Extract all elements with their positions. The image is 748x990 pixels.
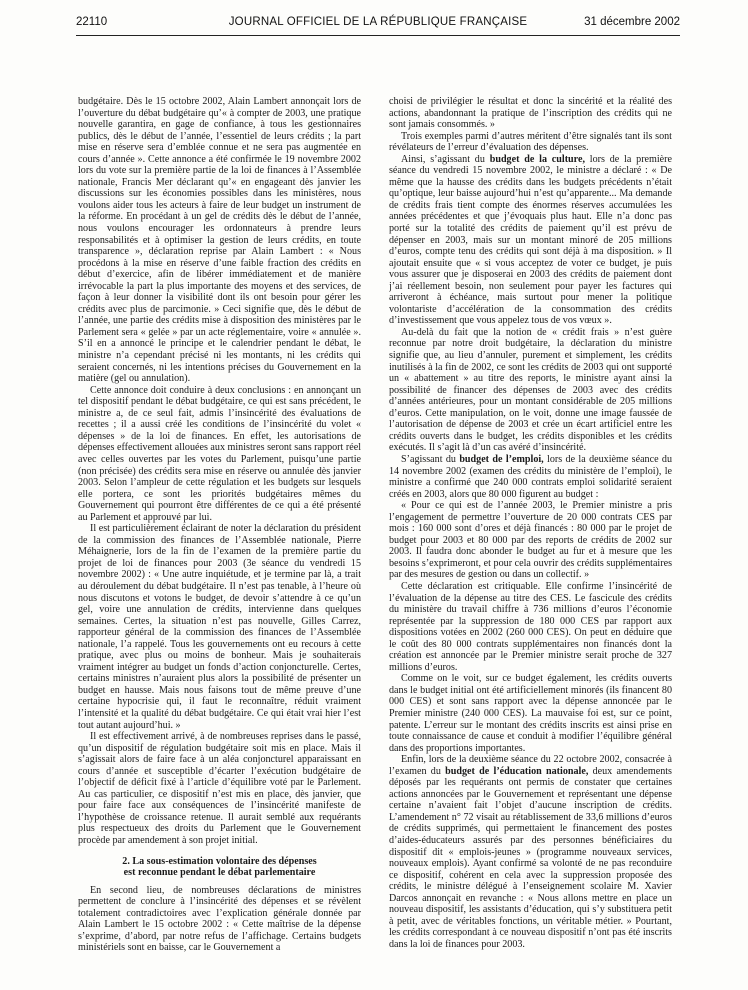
paragraph: choisi de privilégier le résultat et donc la sincérité et la réalité des actions, abandonnant la pratique de l’inscription des crédits qui ne sont jamais consommés. » [389,96,672,131]
page-header [76,16,680,34]
text-run: lors de la première séance du vendredi 15 novembre 2002, le ministre a déclaré : « De même que la hausse des crédits dans les budgets précédents n’était qu’optique, leur baisse aujourd’hui n’est qu’apparente... Ma demande de crédits frais tient compte des énormes réserves accumulées les années précédentes et que j’évoquais plus haut. Elle n’a donc pas porté sur la totalité des crédits de paiement qu’il est prévu de dépenser en 2003, mais sur un montant minoré de 205 millions d’euros, compte tenu des crédits qui sont déjà à ma disposition. » Il ajoutait ensuite que « si vous acceptez de voter ce budget, je puis vous assurer que je disposerai en 2003 des crédits de paiement dont j’ai réellement besoin, non seulement pour payer les factures qui arriveront à échéance, mais surtout pour mener la politique volontariste d’accélération de la consommation des crédits d’investissement que vous appelez tous de vos vœux ». [389,153,672,327]
bold-term: budget de l’emploi, [459,453,544,465]
left-column [78,96,361,986]
paragraph: En second lieu, de nombreuses déclarations de ministres permettent de conclure à l’insincérité des dépenses et se révèlent totalement contradictoires avec l’explication générale donnée par Alain Lambert le 15 octobre 2002 : « Cette maîtrise de la dépense s’exprime, d’abord, par notre refus de l’affichage. Certains budgets ministériels sont en baisse, car le Gouvernement a [78,884,361,954]
paragraph [389,454,672,500]
text-run: lors de la deuxième séance du 14 novembre 2002 (examen des crédits du ministère de l’emploi), le ministre a confirmé que 240 000 contrats emploi solidarité seraient créés en 2003, alors que 80 000 figurent au budget : [389,453,672,500]
right-column [389,96,672,986]
paragraph [389,754,672,950]
paragraph: Il est particulièrement éclairant de noter la déclaration du président de la commission des finances de l’Assemblée nationale, Pierre Méhaignerie, lors de la fin de l’examen de la première partie du projet de loi de finances pour 2003 (3e séance du vendredi 15 novembre 2002) : « Une autre inquiétude, et je termine par là, a trait au déroulement du débat budgétaire. Il n’est pas tenable, à l’heure où nous discutons et votons le budget, de devoir s’attendre à ce qu’un gel, voire une annulation de crédits, intervienne dans quelques semaines. Certes, la situation n’est pas nouvelle, Gilles Carrez, rapporteur général de la commission des finances de l’Assemblée nationale, l’a rappelé. Tous les gouvernements ont eu recours à cette pratique, avec plus ou moins de bonheur. Mais je souhaiterais vraiment intégrer au budget un fonds d’action conjoncturelle. Certes, certains ministres n’auraient plus alors la possibilité de présenter un budget en hausse. Mais nous faisons tout de même preuve d’une certaine hypocrisie qui, il faut le reconnaître, réduit vraiment l’intensité et la qualité du débat budgétaire. Ce qui était vrai hier l’est tout autant aujourd’hui. » [78,523,361,731]
paragraph: Trois exemples parmi d’autres méritent d’être signalés tant ils sont révélateurs de l’erreur d’évaluation des dépenses. [389,130,672,154]
paragraph [389,154,672,327]
paragraph: Cette déclaration est critiquable. Elle confirme l’insincérité de l’évaluation de la dépense au titre des CES. Le fascicule des crédits du ministère du travail chiffre à 736 millions d’euros l’économie représentée par la suppression de 180 000 CES par rapport aux dispositions votées en 2002 (260 000 CES). On peut en déduire que le coût des 80 000 contrats supplémentaires non financés dont la création est annoncée par le Premier ministre serait proche de 327 millions d’euros. [389,580,672,673]
text-run: deux amendements déposés par les requérants ont permis de constater que certaines actions annoncées par le Gouvernement et représentant une dépense certaine n’avaient fait l’objet d’aucune inscription de crédits. L’amendement n° 72 visait au rétablissement de 33,6 millions d’euros de crédits supprimés, qui permettaient le financement des postes d’aides-éducateurs assurés par des personnes bénéficiaires du dispositif dit « emplois-jeunes » (programme nouveaux services, nouveaux emplois). Ayant confirmé sa volonté de ne pas reconduire ce dispositif, cohérent en cela avec la suppression proposée des crédits, le ministre délégué à l’enseignement scolaire M. Xavier Darcos annonçait en revanche : « Nous allons mettre en place un nouveau dispositif, les assistants d’éducation, qui s’y substituera petit à petit, avec de véritables fonctions, un véritable métier. » Pourtant, les crédits correspondant à ce nouveau dispositif n’ont pas été inscrits dans la loi de finances pour 2003. [389,765,672,950]
paragraph: Il est effectivement arrivé, à de nombreuses reprises dans le passé, qu’un dispositif de régulation budgétaire soit mis en place. Mais il s’agissait alors de faire face à un aléa conjoncturel apparaissant en cours d’année et susceptible d’écarter l’exécution budgétaire de l’objectif de déficit fixé à l’article d’équilibre voté par le Parlement. Au cas particulier, ce dispositif n’est mis en place, dès janvier, que pour faire face aux conséquences de l’insincérité manifeste de l’hypothèse de croissance retenue. Il aurait semblé aux requérants plus respectueux des droits du Parlement que le Gouvernement procède par amendement à son projet initial. [78,731,361,846]
page-number: 22110 [76,16,108,28]
text-run: Ainsi, s’agissant du [401,153,490,165]
paragraph: « Pour ce qui est de l’année 2003, le Premier ministre a pris l’engagement de permettre l’ouverture de 20 000 contrats CES par mois : 160 000 sont d’ores et déjà financés : 80 000 par le projet de budget pour 2003 et 80 000 par des reports de crédits de 2002 sur 2003. Il faudra donc abonder le budget au fur et à mesure que les besoins s’exprimeront, et pour cela ouvrir des crédits supplémentaires par des mesures de gestion ou dans un collectif. » [389,500,672,581]
text-run: S’agissant du [401,453,460,465]
section-title [78,856,361,879]
paragraph: budgétaire. Dès le 15 octobre 2002, Alain Lambert annonçait lors de l’ouverture du débat budgétaire qu’« à compter de 2003, une pratique nouvelle garantira, en gage de confiance, à tous les gestionnaires publics, dès le début de l’année, l’essentiel de leurs crédits ; la part mise en réserve sera d’emblée connue et ne sera pas augmentée en cours d’année ». Cette annonce a été confirmée le 19 novembre 2002 lors du vote sur la première partie de la loi de finances à l’Assemblée nationale, Francis Mer déclarant qu’« en engageant dès janvier les discussions sur les économies possibles dans les ministères, nous voulons aider tous les acteurs à faire de leur budget un instrument de la réforme. En procédant à un gel de crédits dès le début de l’année, nous voulons encourager les ordonnateurs à prendre leurs responsabilités et à optimiser la gestion de leurs crédits, en toute transparence », déclaration reprise par Alain Lambert : « Nous procédons à la mise en réserve d’une faible fraction des crédits en début d’exercice, afin de libérer immédiatement et de manière irrévocable la part la plus importante des moyens et des services, de façon à leur donner la visibilité dont ils ont besoin pour gérer les crédits avec plus de parcimonie. » Ceci signifie que, dès le début de l’année, une partie des crédits mise à disposition des ministères par le Parlement sera « gelée » par un acte réglementaire, voire « annulée ». S’il en a annoncé le principe et le calendrier pendant le débat, le ministre n’a cependant précisé ni les montants, ni les crédits qui seraient concernés, ni les intentions précises du Gouvernement en la matière (gel ou annulation). [78,96,361,385]
publication-date: 31 décembre 2002 [584,16,680,28]
bold-term: budget de la culture, [489,153,585,165]
paragraph: Au-delà du fait que la notion de « crédit frais » n’est guère reconnue par notre droit budgétaire, la déclaration du ministre signifie que, au lieu d’annuler, purement et simplement, les crédits inutilisés à la fin de 2002, ce sont les crédits de 2003 qui ont supporté un « abattement » au titre des reports, le ministre ayant ainsi la possibilité de financer des dépenses de 2003 avec des crédits d’années antérieures, pour un montant considérable de 205 millions d’euros. Cette manipulation, on le voit, donne une image faussée de l’autorisation de dépense de 2003 et crée un écart artificiel entre les crédits ouverts dans le budget, les crédits disponibles et les crédits exécutés. Il s’agit là d’un cas avéré d’insincérité. [389,326,672,454]
header-rule [76,35,680,36]
section-title-line: 2. La sous-estimation volontaire des dépenses [122,855,317,867]
text-run: Enfin, lors de la deuxième séance du 22 octobre 2002, consacrée à l’examen du [389,754,672,777]
bold-term: budget de l’éducation nationale, [445,765,589,777]
paragraph: Comme on le voit, sur ce budget également, les crédits ouverts dans le budget initial ont été artificiellement minorés (ils financent 80 000 CES) et sont sans rapport avec la dépense annoncée par le Premier ministre (240 000 CES). La mauvaise foi est, sur ce point, patente. L’erreur sur le montant des crédits inscrits est ainsi prise en toute connaissance de cause et conduit à modifier l’équilibre général dans des proportions importantes. [389,673,672,754]
paragraph: Cette annonce doit conduire à deux conclusions : en annonçant un tel dispositif pendant le débat budgétaire, ce qui est sans précédent, le ministre a, de ce seul fait, admis l’insincérité des évaluations de recettes ; il a aussi créé les conditions de l’insincérité du volet « dépenses » de la loi de finances. En effet, les autorisations de dépenses effectivement allouées aux ministres seront sans rapport réel avec celles ouvertes par les votes du Parlement, puisqu’une partie (non précisée) des crédits sera mise en réserve ou annulée dès janvier 2003. Selon l’ampleur de cette régulation et les budgets sur lesquels elle portera, ce sont les priorités budgétaires mêmes du Gouvernement qui pourront être différentes de ce qui a été présenté au Parlement et approuvé par lui. [78,384,361,523]
section-title-line: est reconnue pendant le débat parlementaire [123,867,316,879]
journal-title: JOURNAL OFFICIEL DE LA RÉPUBLIQUE FRANÇAISE [228,16,528,28]
